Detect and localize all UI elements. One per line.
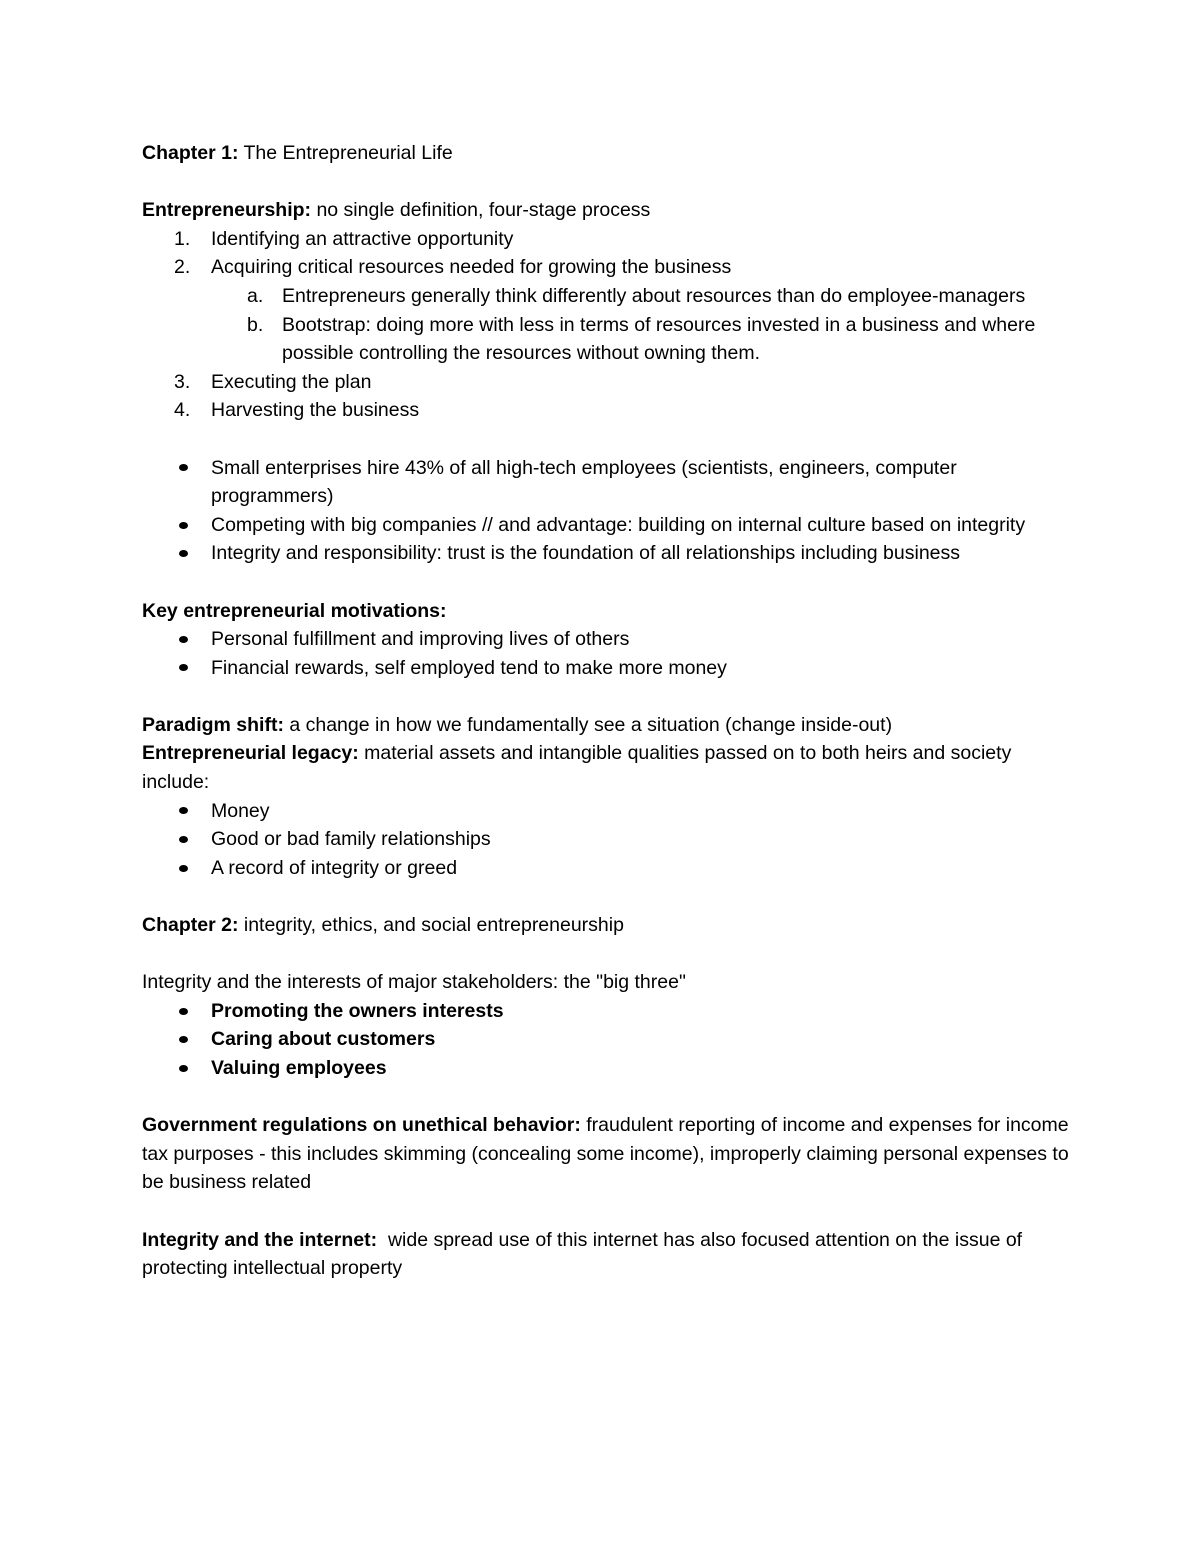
bullet-icon — [179, 654, 188, 683]
list-item — [142, 396, 1072, 425]
paradigm-shift-definition — [142, 711, 1072, 740]
sublist-item-text: Bootstrap: doing more with less in terms of resources invested in a business and where possible controlling the resources without owning them. — [282, 313, 1036, 365]
bullet-icon — [179, 539, 188, 568]
legacy-definition — [142, 739, 1072, 796]
list-letter: b. — [247, 313, 264, 336]
bullet-icon — [179, 1054, 188, 1083]
list-item-text: Competing with big companies // and advantage: building on internal culture based on integrity — [211, 513, 1026, 536]
bullet-icon — [179, 511, 188, 540]
entrepreneurship-definition — [142, 196, 1072, 225]
list-item-text: Acquiring critical resources needed for growing the business — [211, 256, 732, 279]
spacer — [142, 168, 1072, 197]
motivations-list — [142, 625, 1072, 682]
entrepreneurship-text: no single definition, four-stage process — [311, 199, 651, 222]
big-three-list — [142, 997, 1072, 1083]
internet-definition — [142, 1226, 1072, 1283]
internet-text: wide spread use of this internet has also focused attention on the issue of protecting intellectual property — [142, 1228, 1028, 1280]
list-item — [142, 1054, 1072, 1083]
chapter2-title: integrity, ethics, and social entrepreneurship — [238, 914, 624, 937]
four-stage-process-list — [142, 225, 1072, 282]
list-item — [142, 625, 1072, 654]
spacer — [142, 682, 1072, 711]
bullet-icon — [179, 825, 188, 854]
bullet-icon — [179, 797, 188, 826]
spacer — [142, 882, 1072, 911]
list-item-text: Money — [211, 799, 270, 822]
bullet-icon — [179, 625, 188, 654]
list-item — [142, 797, 1072, 826]
list-number: 3. — [174, 370, 191, 393]
list-item-text: Personal fulfillment and improving lives of others — [211, 628, 630, 651]
chapter1-label: Chapter 1: — [142, 142, 239, 164]
list-item-text: A record of integrity or greed — [211, 856, 458, 879]
document-page — [142, 139, 1072, 1283]
list-item-text: Integrity and responsibility: trust is the foundation of all relationships including business — [211, 542, 961, 565]
sublist-item-text: Entrepreneurs generally think differently about resources than do employee-managers — [282, 284, 1026, 307]
facts-list — [142, 454, 1072, 568]
list-item — [142, 997, 1072, 1026]
spacer — [142, 940, 1072, 969]
list-item — [142, 253, 1072, 282]
internet-term: Integrity and the internet: — [142, 1228, 378, 1251]
list-item-text: Executing the plan — [211, 370, 372, 393]
list-item-text: Financial rewards, self employed tend to make more money — [211, 656, 727, 679]
list-number: 1. — [174, 227, 191, 250]
chapter1-title: The Entrepreneurial Life — [238, 142, 453, 164]
list-item — [142, 654, 1072, 683]
entrepreneurship-term: Entrepreneurship: — [142, 199, 312, 222]
bullet-icon — [179, 854, 188, 883]
list-item-text: Promoting the owners interests — [211, 999, 504, 1022]
list-item-text: Valuing employees — [211, 1057, 387, 1079]
bullet-icon — [179, 454, 188, 483]
spacer — [142, 1197, 1072, 1226]
legacy-term: Entrepreneurial legacy: — [142, 742, 359, 765]
motivations-heading-text: Key entrepreneurial motivations: — [142, 599, 447, 622]
list-number: 2. — [174, 256, 191, 279]
spacer — [142, 1083, 1072, 1112]
big-three-intro: Integrity and the interests of major stakeholders: the "big three" — [142, 971, 686, 994]
four-stage-process-list-continued — [142, 368, 1072, 425]
list-item — [142, 454, 1072, 511]
paradigm-term: Paradigm shift: — [142, 713, 284, 736]
list-item — [142, 225, 1072, 254]
gov-regulations-definition — [142, 1111, 1072, 1197]
motivations-heading — [142, 597, 1072, 626]
list-item-text: Small enterprises hire 43% of all high-tech employees (scientists, engineers, computer programmers) — [211, 456, 957, 508]
chapter2-label: Chapter 2: — [142, 914, 239, 937]
sublist-item — [211, 311, 1072, 368]
gov-regulations-text: fraudulent reporting of income and expenses for income tax purposes - this includes skimming (concealing some income), improperly claiming personal expenses to be business related — [142, 1114, 1069, 1194]
list-item-text: Caring about customers — [211, 1028, 436, 1051]
paradigm-text: a change in how we fundamentally see a situation (change inside-out) — [283, 713, 893, 736]
legacy-text: material assets and intangible qualities passed on to both heirs and society include: — [142, 742, 1012, 794]
list-item-text: Identifying an attractive opportunity — [211, 227, 514, 250]
list-item — [142, 368, 1072, 397]
bullet-icon — [179, 1025, 188, 1054]
sublist-item — [211, 282, 1072, 311]
list-number: 4. — [174, 399, 191, 422]
bullet-icon — [179, 997, 188, 1026]
list-item — [142, 1025, 1072, 1054]
list-item-text: Harvesting the business — [211, 399, 420, 422]
list-item — [142, 511, 1072, 540]
list-item — [142, 825, 1072, 854]
list-item-text: Good or bad family relationships — [211, 828, 491, 851]
spacer — [142, 568, 1072, 597]
list-letter: a. — [247, 284, 264, 307]
spacer — [142, 425, 1072, 454]
resources-sublist — [142, 282, 1072, 368]
gov-regulations-term: Government regulations on unethical behavior: — [142, 1114, 581, 1137]
list-item — [142, 539, 1072, 568]
list-item — [142, 854, 1072, 883]
chapter2-heading — [142, 911, 1072, 940]
legacy-list — [142, 797, 1072, 883]
chapter1-heading — [142, 139, 1072, 168]
